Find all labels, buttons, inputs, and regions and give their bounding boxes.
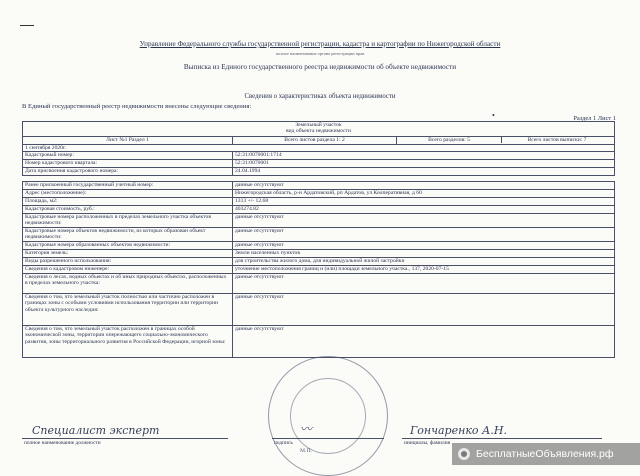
total-sheets-section: Всего листов раздела 1: 2 <box>233 137 397 145</box>
position-caption: полное наименование должности <box>24 440 101 446</box>
extract-date: 1 сентября 2020г. <box>23 145 615 152</box>
row-label: Сведения о кадастровом инженере: <box>23 266 233 274</box>
sheet-totals-cell <box>397 137 615 145</box>
row-value: данные отсутствуют <box>233 182 615 190</box>
sign-caption: подпись <box>274 440 293 446</box>
row-value: 24.04.1994 <box>233 168 615 176</box>
row-label: Кадастровый номер: <box>23 152 233 160</box>
row-label: Площадь, м2: <box>23 198 233 206</box>
total-sections: Всего разделов: 5 <box>397 137 502 143</box>
table-row <box>23 190 615 198</box>
row-label: Сведения о том, что земельный участок расположен в границах особой экономической зоны, территории опережающего социально-экономического развития, зоны территориального развития в Российской Федерации, игорной зоны: <box>23 326 233 358</box>
document-title: Выписка из Единого государственного реестра недвижимости об объекте недвижимости <box>183 63 457 71</box>
agency-caption: полное наименование органа регистрации прав <box>275 51 365 56</box>
table-row <box>23 206 615 214</box>
signature-scribble: 〰 <box>300 422 313 436</box>
stamp-emblem <box>290 378 366 454</box>
sheet-no: Лист №1 Раздел 1 <box>23 137 233 145</box>
row-value: Нижегородская область, р-н Ардатовский, рп Ардатов, ул Кооперативная, д 60 <box>233 190 615 198</box>
globe-icon <box>458 448 470 460</box>
table-row <box>23 152 615 160</box>
row-value: 1313 +/- 12.68 <box>233 198 615 206</box>
section-intro: В Единый государственный реестр недвижимости внесены следующие сведения: <box>22 103 252 110</box>
row-label: Кадастровая стоимость, руб.: <box>23 206 233 214</box>
table-row <box>23 214 615 228</box>
date-row <box>23 145 615 152</box>
name-line <box>402 438 602 439</box>
row-value: 52:31:0070001:1714 <box>233 152 615 160</box>
plus-mark: • <box>492 111 495 120</box>
row-value: для строительства жилого дома, для индивидуальной жилой застройки <box>233 258 615 266</box>
row-value: данные отсутствуют <box>233 294 615 326</box>
row-value: Земли населенных пунктов <box>233 250 615 258</box>
sheet-row <box>23 137 615 145</box>
row-label: Кадастровые номера объектов недвижимости, из которых образован объект недвижимости: <box>23 228 233 242</box>
row-label: Дата присвоения кадастрового номера: <box>23 168 233 176</box>
row-label: Кадастровые номера образованных объектов недвижимости: <box>23 242 233 250</box>
row-label: Сведения о лесах, водных объектах и об иных природных объектах, расположенных в пределах земельного участка: <box>23 274 233 294</box>
table-row <box>23 294 615 326</box>
stamp-label: М.П. <box>300 448 312 454</box>
table-row <box>23 182 615 190</box>
razdel-label: Раздел 1 Лист 1 <box>573 115 616 122</box>
watermark-banner <box>452 443 640 465</box>
table-row <box>23 258 615 266</box>
row-value: 403274.82 <box>233 206 615 214</box>
row-label: Виды разрешенного использования: <box>23 258 233 266</box>
table-row <box>23 274 615 294</box>
row-label: Кадастровые номера расположенных в пределах земельного участка объектов недвижимости: <box>23 214 233 228</box>
row-value: данные отсутствуют <box>233 326 615 358</box>
row-label: Категория земель: <box>23 250 233 258</box>
position-line <box>22 438 228 439</box>
position-handwritten: Специалист эксперт <box>32 424 160 437</box>
row-label: Номер кадастрового квартала: <box>23 160 233 168</box>
section-title: Сведения о характеристиках объекта недвижимости <box>244 93 396 100</box>
row-value: данные отсутствуют <box>233 214 615 228</box>
object-type-caption: вид объекта недвижимости <box>286 128 351 135</box>
row-value: уточнение местоположения границ и (или) площади земельного участка., 137, 2020-07-15 <box>233 266 615 274</box>
row-value: данные отсутствуют <box>233 228 615 242</box>
table-row <box>23 160 615 168</box>
row-label: Ранее присвоенный государственный учетный номер: <box>23 182 233 190</box>
table-row <box>23 168 615 176</box>
name-handwritten: Гончаренко А.Н. <box>410 424 507 437</box>
watermark-text: БесплатныеОбъявления.рф <box>476 448 614 460</box>
agency-title: Управление Федерального службы государственной регистрации, кадастра и картографии по Нижегородской области <box>139 40 501 48</box>
total-sheets-extract: Всего листов выписки: 7 <box>527 137 587 143</box>
name-caption: инициалы, фамилия <box>404 440 451 446</box>
row-value: 52:31:0070001 <box>233 160 615 168</box>
table-row <box>23 250 615 258</box>
row-label: Сведения о том, что земельный участок полностью или частично расположен в границах зоны с особыми условиями использования территории или территории объекта культурного наследия: <box>23 294 233 326</box>
table-row <box>23 266 615 274</box>
object-type-row <box>23 122 615 137</box>
row-value: данные отсутствуют <box>233 274 615 294</box>
corner-mark <box>20 25 34 26</box>
table-row <box>23 198 615 206</box>
row-value: данные отсутствуют <box>233 242 615 250</box>
table-row <box>23 326 615 358</box>
object-table <box>22 121 615 358</box>
table-row <box>23 228 615 242</box>
sign-line <box>272 438 384 439</box>
row-label: Адрес (местоположение): <box>23 190 233 198</box>
table-row <box>23 242 615 250</box>
object-type: Земельный участок <box>295 122 342 128</box>
